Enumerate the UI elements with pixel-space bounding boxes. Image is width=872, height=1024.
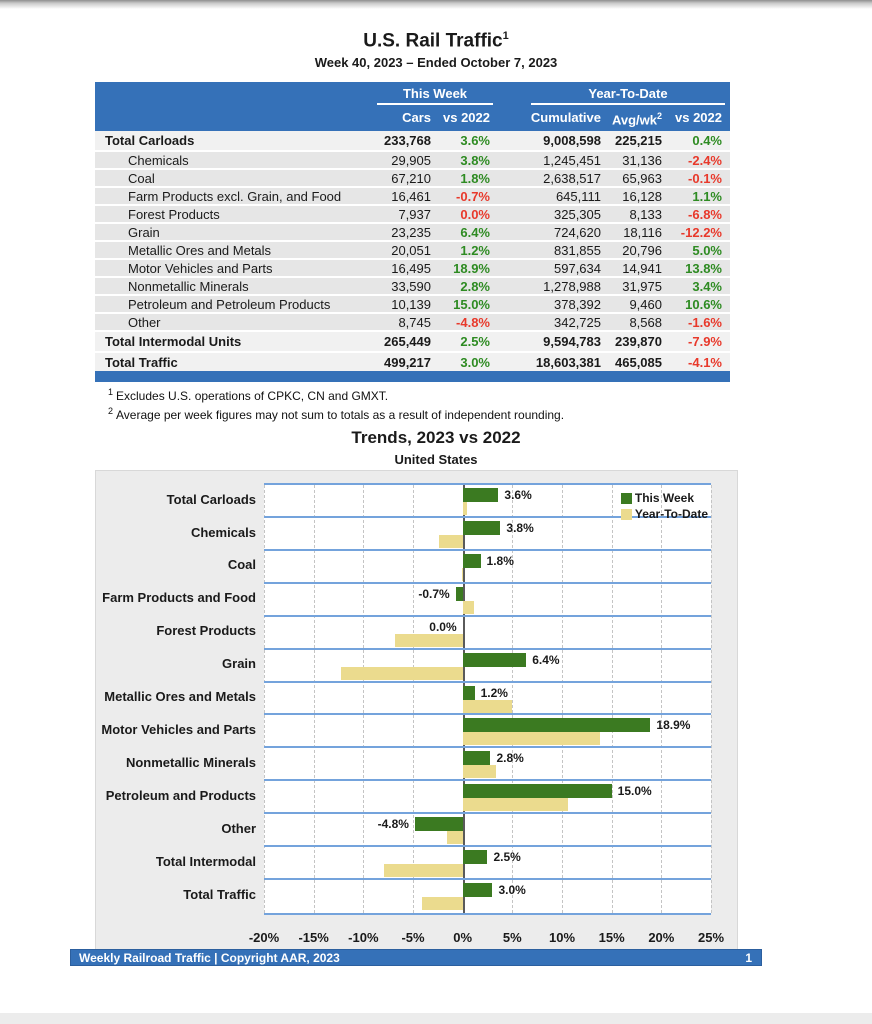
chart-category-label: Nonmetallic Minerals xyxy=(125,755,256,771)
trends-chart xyxy=(95,470,738,950)
table-row xyxy=(95,314,730,332)
header-spacer xyxy=(95,85,339,105)
chart-category-label: Petroleum and Products xyxy=(105,787,256,803)
footnote-1-text: Excludes U.S. operations of CPKC, CN and GMXT. xyxy=(116,389,389,403)
bar-value-label: 6.4% xyxy=(532,652,560,667)
column-header-avg-wk-footnote-marker: 2 xyxy=(656,111,662,121)
bar-year-to-date xyxy=(462,568,463,581)
cumulative-value: 378,392 xyxy=(554,296,601,312)
bar-year-to-date xyxy=(341,667,462,680)
bar-year-to-date xyxy=(463,732,600,745)
page-title-footnote-marker: 1 xyxy=(502,30,509,42)
cars-value: 16,495 xyxy=(391,260,431,276)
bar-this-week xyxy=(415,817,463,831)
legend-item-year-to-date xyxy=(621,507,708,521)
x-tick-label: 5% xyxy=(502,930,522,945)
this-week-pct-value: 18.9% xyxy=(453,260,490,276)
avg-wk-value: 31,975 xyxy=(622,278,662,294)
chart-category-label: Grain xyxy=(222,656,256,672)
bar-value-label: 15.0% xyxy=(617,784,652,799)
chart-category-label: Total Intermodal xyxy=(155,853,256,869)
bar-value-label: 3.8% xyxy=(506,520,534,535)
legend-item-this-week xyxy=(621,491,708,505)
cars-value: 29,905 xyxy=(391,152,431,168)
column-header-ytd-vs-2022: vs 2022 xyxy=(675,110,722,126)
ytd-pct-value: -7.9% xyxy=(688,334,722,349)
table-row xyxy=(95,224,730,242)
chart-category-labels xyxy=(100,483,256,915)
footer-band xyxy=(70,949,762,966)
avg-wk-value: 31,136 xyxy=(622,152,662,168)
chart-category-label: Other xyxy=(221,820,256,836)
legend-label-this-week: This Week xyxy=(634,491,694,505)
chart-category-label: Farm Products and Food xyxy=(102,590,256,606)
page-bottom-edge xyxy=(0,1013,872,1024)
ytd-pct-value: -1.6% xyxy=(688,314,722,330)
cars-value: 16,461 xyxy=(391,188,431,204)
cumulative-value: 1,245,451 xyxy=(543,152,601,168)
this-week-pct-value: 3.0% xyxy=(460,355,490,370)
chart-category-label: Forest Products xyxy=(156,623,256,639)
ytd-pct-value: 1.1% xyxy=(692,188,722,204)
footnote-2 xyxy=(108,406,564,422)
table-header xyxy=(95,82,730,131)
bar-this-week xyxy=(456,587,463,601)
row-label: Other xyxy=(128,314,161,330)
avg-wk-value: 18,116 xyxy=(623,224,662,240)
table-row xyxy=(95,332,730,353)
cumulative-value: 9,594,783 xyxy=(543,334,601,349)
avg-wk-value: 8,568 xyxy=(629,314,662,330)
cars-value: 20,051 xyxy=(391,242,431,258)
cars-value: 67,210 xyxy=(391,170,431,186)
page-title xyxy=(0,30,872,52)
footnotes xyxy=(108,387,564,425)
x-tick-label: 25% xyxy=(697,930,725,945)
table-row xyxy=(95,131,730,152)
cumulative-value: 325,305 xyxy=(554,206,601,222)
bar-this-week xyxy=(463,751,491,765)
bar-this-week xyxy=(463,883,493,897)
x-tick-label: -20% xyxy=(248,930,280,945)
avg-wk-value: 239,870 xyxy=(615,334,662,349)
table-row xyxy=(95,152,730,170)
category-row xyxy=(264,683,711,716)
ytd-pct-value: 0.4% xyxy=(692,133,722,148)
bar-this-week xyxy=(463,521,501,535)
x-tick-label: 10% xyxy=(548,930,576,945)
page-subtitle: Week 40, 2023 – Ended October 7, 2023 xyxy=(314,55,558,71)
table-row xyxy=(95,188,730,206)
bar-value-label: 2.8% xyxy=(496,751,524,766)
bar-value-label: 0.0% xyxy=(429,619,457,634)
cars-value: 33,590 xyxy=(391,278,431,294)
this-week-pct-value: -0.7% xyxy=(456,188,490,204)
header-group-year-to-date: Year-To-Date xyxy=(531,85,725,105)
avg-wk-value: 20,796 xyxy=(622,242,662,258)
cumulative-value: 9,008,598 xyxy=(543,133,601,148)
ytd-pct-value: -2.4% xyxy=(688,152,722,168)
category-row xyxy=(264,551,711,584)
title-block xyxy=(0,30,872,70)
year-to-date-swatch-icon xyxy=(621,509,632,520)
row-label: Coal xyxy=(128,170,155,186)
bar-year-to-date xyxy=(447,831,463,844)
footnote-2-marker: 2 xyxy=(108,406,114,416)
bar-value-label: 1.2% xyxy=(480,685,508,700)
footnote-1-marker: 1 xyxy=(108,387,114,397)
x-tick-label: 0% xyxy=(453,930,473,945)
column-header-cumulative: Cumulative xyxy=(530,110,601,126)
cars-value: 7,937 xyxy=(398,206,431,222)
ytd-pct-value: 13.8% xyxy=(685,260,722,276)
cars-value: 499,217 xyxy=(384,355,431,370)
row-label: Forest Products xyxy=(128,206,220,222)
this-week-pct-value: 3.8% xyxy=(460,152,490,168)
category-row xyxy=(264,748,711,781)
rail-traffic-table xyxy=(95,82,730,374)
column-header-cars: Cars xyxy=(402,110,431,126)
x-tick-label: -10% xyxy=(348,930,379,945)
chart-category-label: Motor Vehicles and Parts xyxy=(101,722,256,738)
cumulative-value: 342,725 xyxy=(554,314,601,330)
ytd-pct-value: -6.8% xyxy=(688,206,722,222)
ytd-pct-value: 5.0% xyxy=(692,242,722,258)
row-label: Chemicals xyxy=(128,152,189,168)
chart-category-label: Total Traffic xyxy=(183,886,256,902)
gridline xyxy=(711,485,712,913)
bar-year-to-date xyxy=(463,700,513,713)
footnote-1 xyxy=(108,387,564,403)
bar-this-week xyxy=(463,554,481,568)
cumulative-value: 645,111 xyxy=(555,188,601,204)
column-header-this-week-vs-2022: vs 2022 xyxy=(443,110,490,126)
column-header-avg-wk-text: Avg/wk xyxy=(611,112,657,128)
this-week-pct-value: 1.8% xyxy=(460,170,490,186)
cumulative-value: 724,620 xyxy=(554,224,601,240)
cars-value: 8,745 xyxy=(398,314,431,330)
table-row xyxy=(95,242,730,260)
this-week-pct-value: 6.4% xyxy=(460,224,490,240)
cumulative-value: 1,278,988 xyxy=(543,278,601,294)
chart-x-axis xyxy=(248,927,725,949)
this-week-pct-value: 3.6% xyxy=(460,133,490,148)
bar-year-to-date xyxy=(463,798,568,811)
table-bottom-band xyxy=(95,371,730,382)
category-row xyxy=(264,650,711,683)
this-week-swatch-icon xyxy=(621,493,632,504)
bar-year-to-date xyxy=(463,765,497,778)
bar-value-label: 18.9% xyxy=(656,718,691,733)
avg-wk-value: 465,085 xyxy=(615,355,662,370)
table-row xyxy=(95,170,730,188)
this-week-pct-value: 15.0% xyxy=(453,296,490,312)
table-row xyxy=(95,296,730,314)
bar-this-week xyxy=(463,784,612,798)
row-label: Nonmetallic Minerals xyxy=(128,278,249,294)
bar-year-to-date xyxy=(395,634,463,647)
chart-title-block xyxy=(0,428,872,467)
category-row xyxy=(264,584,711,617)
avg-wk-value: 8,133 xyxy=(629,206,662,222)
bar-this-week xyxy=(463,850,488,864)
cumulative-value: 18,603,381 xyxy=(535,355,601,370)
ytd-pct-value: -4.1% xyxy=(688,355,722,370)
footer-text: Weekly Railroad Traffic | Copyright AAR, 2023 xyxy=(79,950,340,965)
category-row xyxy=(264,814,711,847)
row-label: Farm Products excl. Grain, and Food xyxy=(128,188,342,204)
cars-value: 265,449 xyxy=(384,334,431,349)
page-number: 1 xyxy=(745,950,752,965)
bar-value-label: -0.7% xyxy=(418,586,450,601)
category-row xyxy=(264,715,711,748)
bar-year-to-date xyxy=(463,601,474,614)
this-week-pct-value: -4.8% xyxy=(456,314,490,330)
this-week-pct-value: 2.8% xyxy=(460,278,490,294)
bar-this-week xyxy=(463,488,499,502)
bar-year-to-date xyxy=(463,502,467,515)
ytd-pct-value: -0.1% xyxy=(688,170,722,186)
chart-category-label: Total Carloads xyxy=(166,491,256,507)
bar-year-to-date xyxy=(439,535,463,548)
chart-category-label: Coal xyxy=(227,557,256,573)
bar-this-week xyxy=(463,718,651,732)
table-row xyxy=(95,260,730,278)
bar-value-label: -4.8% xyxy=(377,817,409,832)
bar-value-label: 2.5% xyxy=(493,850,521,865)
cars-value: 233,768 xyxy=(384,133,431,148)
this-week-pct-value: 0.0% xyxy=(460,206,490,222)
category-row xyxy=(264,781,711,814)
table-header-column-row xyxy=(95,105,725,127)
bar-value-label: 1.8% xyxy=(486,553,514,568)
avg-wk-value: 9,460 xyxy=(629,296,662,312)
ytd-pct-value: 10.6% xyxy=(685,296,722,312)
x-tick-label: 15% xyxy=(598,930,625,945)
category-row xyxy=(264,880,711,913)
this-week-pct-value: 2.5% xyxy=(460,334,490,349)
bar-year-to-date xyxy=(422,897,463,910)
bar-value-label: 3.0% xyxy=(498,883,526,898)
this-week-pct-value: 1.2% xyxy=(460,242,490,258)
column-header-avg-wk xyxy=(604,105,665,131)
avg-wk-value: 14,941 xyxy=(622,260,662,276)
row-label: Total Intermodal Units xyxy=(105,334,242,349)
row-label: Petroleum and Petroleum Products xyxy=(128,296,331,312)
cumulative-value: 831,855 xyxy=(554,242,601,258)
bar-year-to-date xyxy=(384,864,462,877)
category-row xyxy=(264,617,711,650)
chart-title: Trends, 2023 vs 2022 xyxy=(351,428,521,447)
table-header-group-row xyxy=(95,85,725,105)
bar-this-week xyxy=(463,653,527,667)
ytd-pct-value: -12.2% xyxy=(680,224,722,240)
page-top-edge xyxy=(0,0,872,9)
row-label: Motor Vehicles and Parts xyxy=(128,260,273,276)
x-tick-label: 20% xyxy=(648,930,675,945)
avg-wk-value: 225,215 xyxy=(615,133,662,148)
chart-plot-area xyxy=(264,483,711,915)
chart-category-label: Metallic Ores and Metals xyxy=(104,689,256,705)
chart-subtitle: United States xyxy=(394,452,478,467)
row-label: Metallic Ores and Metals xyxy=(128,242,272,258)
table-row xyxy=(95,278,730,296)
cars-value: 10,139 xyxy=(391,296,431,312)
bar-value-label: 3.6% xyxy=(504,488,532,502)
row-label: Grain xyxy=(128,224,160,240)
table-row xyxy=(95,206,730,224)
x-tick-label: -5% xyxy=(401,930,425,945)
bar-this-week xyxy=(463,686,475,700)
cumulative-value: 597,634 xyxy=(554,260,601,276)
x-tick-label: -15% xyxy=(298,930,329,945)
ytd-pct-value: 3.4% xyxy=(692,278,722,294)
category-row xyxy=(264,847,711,880)
legend-label-year-to-date: Year-To-Date xyxy=(634,507,708,521)
cars-value: 23,235 xyxy=(391,224,431,240)
header-group-this-week: This Week xyxy=(377,85,493,105)
table-body xyxy=(95,131,730,374)
chart-category-label: Chemicals xyxy=(190,524,256,540)
cumulative-value: 2,638,517 xyxy=(543,170,601,186)
page-title-text: U.S. Rail Traffic xyxy=(363,30,503,52)
row-label: Total Traffic xyxy=(105,355,178,370)
chart-legend xyxy=(621,491,708,523)
avg-wk-value: 16,128 xyxy=(622,188,662,204)
row-label: Total Carloads xyxy=(105,133,195,148)
avg-wk-value: 65,963 xyxy=(622,170,662,186)
footnote-2-text: Average per week figures may not sum to totals as a result of independent rounding. xyxy=(116,408,565,422)
